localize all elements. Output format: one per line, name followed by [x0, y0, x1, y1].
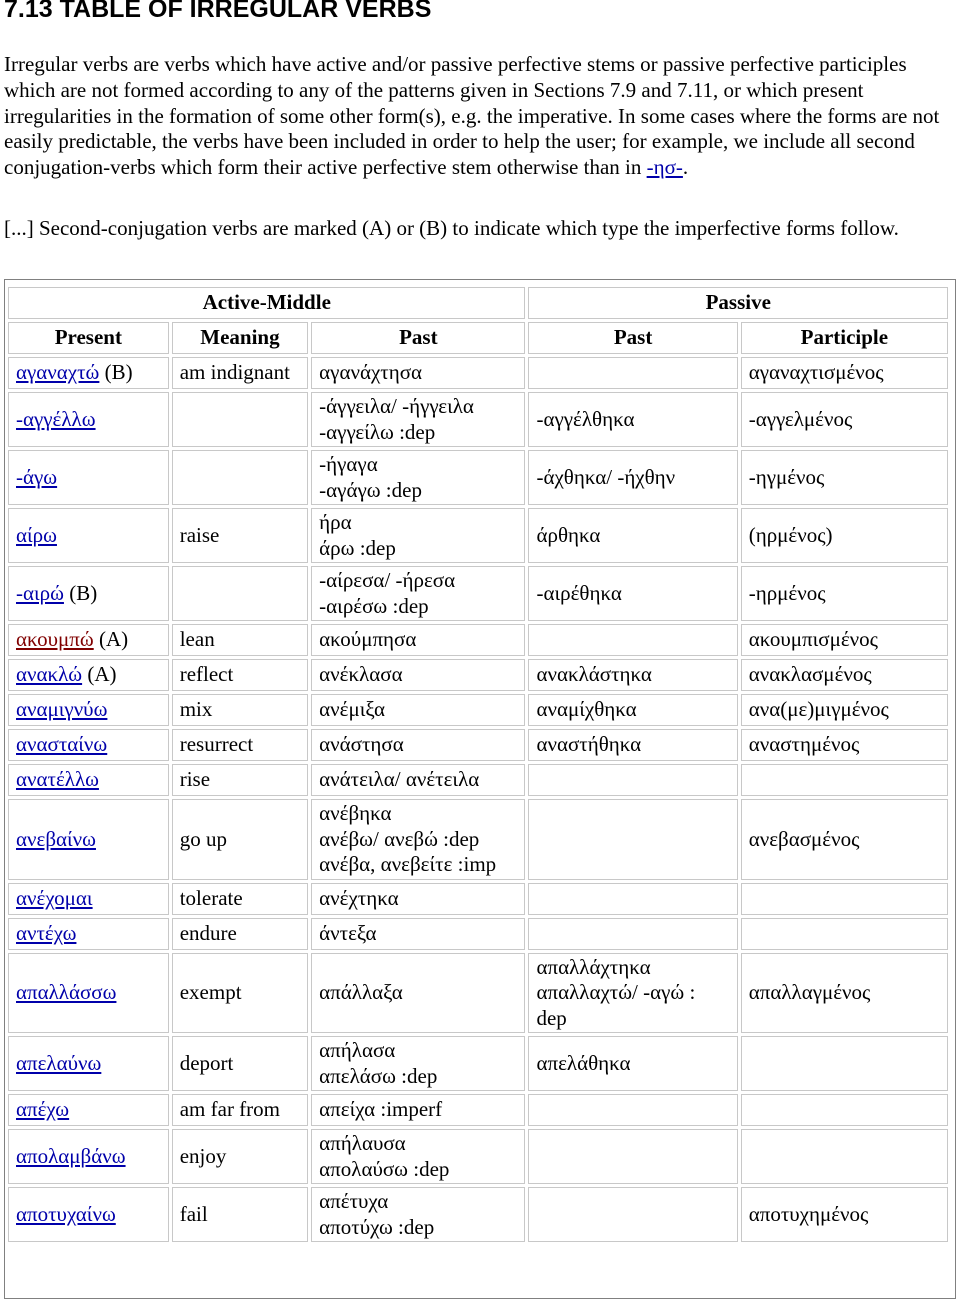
conjugation-type: (B)	[63, 580, 98, 605]
active-past-cell	[311, 450, 525, 505]
present-cell	[8, 1094, 169, 1126]
present-cell	[8, 624, 169, 656]
table-row	[8, 1094, 948, 1126]
active-past-cell-line: απάλλαξα	[319, 980, 403, 1004]
participle-cell: -αγγελμένος	[741, 392, 948, 447]
passive-past-cell	[528, 764, 737, 796]
passive-past-cell	[528, 1094, 737, 1126]
table-row	[8, 357, 948, 389]
participle-cell: -ηγμένος	[741, 450, 948, 505]
table-row	[8, 624, 948, 656]
verb-link[interactable]: ανέχομαι	[16, 885, 93, 910]
suffix-link[interactable]: -ησ-	[646, 155, 683, 180]
present-cell	[8, 566, 169, 621]
passive-past-cell	[528, 694, 737, 726]
verb-link[interactable]: ανεβαίνω	[16, 826, 96, 851]
table-row	[8, 1036, 948, 1091]
passive-past-cell	[528, 450, 737, 505]
passive-past-cell	[528, 1129, 737, 1184]
active-past-cell-line: αγανάχτησα	[319, 360, 423, 385]
table-row	[8, 883, 948, 915]
passive-past-cell-line: ανακλάστηκα	[536, 662, 652, 687]
passive-header: Passive	[528, 287, 948, 319]
present-cell	[8, 450, 169, 505]
present-cell	[8, 659, 169, 691]
present-cell	[8, 918, 169, 950]
meaning-cell: enjoy	[172, 1129, 308, 1184]
table-row	[8, 729, 948, 761]
active-past-cell	[311, 694, 525, 726]
passive-past-cell-line: αναμίχθηκα	[536, 697, 637, 722]
participle-cell	[741, 1129, 948, 1184]
active-past-cell	[311, 883, 525, 915]
present-cell	[8, 953, 169, 1034]
active-past-cell	[311, 659, 525, 691]
verb-link[interactable]: ανακλώ	[16, 662, 83, 687]
active-past-cell-line: ακούμπησα	[319, 627, 417, 652]
participle-cell: -ηρμένος	[741, 566, 948, 621]
present-header: Present	[8, 322, 169, 354]
passive-past-cell-line: -αγγέλθηκα	[536, 406, 635, 431]
verb-rows	[8, 357, 948, 1242]
passive-past-cell	[528, 357, 737, 389]
participle-cell: (ηρμένος)	[741, 508, 948, 563]
passive-past-cell	[528, 624, 737, 656]
passive-past-cell-line: απαλλάχτηκα	[536, 954, 651, 979]
verb-link[interactable]: απελαύνω	[16, 1050, 102, 1075]
table-row	[8, 1187, 948, 1242]
meaning-cell: fail	[172, 1187, 308, 1242]
table-row	[8, 918, 948, 950]
verb-link[interactable]: -αγγέλλω	[16, 406, 96, 431]
active-past-cell-line: -άγγειλα/ -ήγγειλα	[319, 394, 474, 418]
meaning-cell: mix	[172, 694, 308, 726]
active-past-cell-line: αποτύχω :dep	[319, 1214, 435, 1239]
participle-cell	[741, 1094, 948, 1126]
present-cell	[8, 1187, 169, 1242]
table-row	[8, 953, 948, 1034]
passive-past-header: Past	[528, 322, 737, 354]
conjugation-type: (A)	[93, 627, 129, 652]
participle-cell: ανακλασμένος	[741, 659, 948, 691]
active-past-cell-line: ανέβα, ανεβείτε :imp	[319, 852, 497, 876]
active-past-cell-line: ανάτειλα/ ανέτειλα	[319, 767, 480, 792]
meaning-cell	[172, 450, 308, 505]
participle-cell: αναστημένος	[741, 729, 948, 761]
verb-link[interactable]: απολαμβάνω	[16, 1143, 126, 1168]
verb-link[interactable]: -άγω	[16, 464, 58, 489]
passive-past-cell-line: απαλλαχτώ/ -αγώ :	[536, 980, 696, 1004]
passive-past-cell	[528, 508, 737, 563]
column-header-row	[8, 322, 948, 354]
table-row	[8, 694, 948, 726]
active-past-cell-line: απέτυχα	[319, 1189, 389, 1213]
intro-end: .	[682, 155, 689, 180]
active-past-cell	[311, 357, 525, 389]
active-past-cell-line: ανέκλασα	[319, 662, 403, 687]
active-past-cell	[311, 953, 525, 1034]
verb-link[interactable]: αποτυχαίνω	[16, 1201, 116, 1226]
passive-past-cell	[528, 1187, 737, 1242]
active-past-cell	[311, 566, 525, 621]
passive-past-cell-line: -άχθηκα/ -ήχθην	[536, 464, 676, 489]
present-cell	[8, 1036, 169, 1091]
conjugation-type: (A)	[82, 662, 117, 687]
active-past-header: Past	[311, 322, 525, 354]
passive-past-cell-line: άρθηκα	[536, 522, 601, 547]
active-past-cell-line: -αίρεσα/ -ήρεσα	[319, 568, 456, 592]
active-middle-header: Active-Middle	[8, 287, 525, 319]
active-past-cell	[311, 1129, 525, 1184]
active-past-cell-line: ανέβηκα	[319, 801, 392, 825]
active-past-cell-line: απείχα :imperf	[319, 1097, 443, 1122]
active-past-cell-line: ανέχτηκα	[319, 885, 399, 910]
intro-paragraph	[4, 52, 952, 181]
active-past-cell-line: -αιρέσω :dep	[319, 593, 429, 618]
active-past-cell	[311, 1187, 525, 1242]
participle-cell	[741, 918, 948, 950]
active-past-cell-line: απολαύσω :dep	[319, 1156, 450, 1181]
page-title: 7.13 TABLE OF IRREGULAR VERBS	[4, 0, 432, 23]
verb-link[interactable]: αναμιγνύω	[16, 697, 108, 722]
verb-link[interactable]: ανατέλλω	[16, 767, 99, 792]
verbs-table-container	[4, 279, 956, 1299]
conjugation-note: [...] Second-conjugation verbs are marked (A) or (B) to indicate which type the imperfective forms follow.	[4, 216, 899, 240]
present-cell	[8, 357, 169, 389]
active-past-cell-line: άντεξα	[319, 920, 377, 945]
active-past-cell	[311, 1094, 525, 1126]
table-row	[8, 764, 948, 796]
passive-past-cell	[528, 918, 737, 950]
table-row	[8, 450, 948, 505]
participle-cell: απαλλαγμένος	[741, 953, 948, 1034]
verb-link[interactable]: αίρω	[16, 522, 57, 547]
active-past-cell	[311, 1036, 525, 1091]
meaning-cell: lean	[172, 624, 308, 656]
meaning-cell	[172, 392, 308, 447]
participle-cell: ακουμπισμένος	[741, 624, 948, 656]
table-row	[8, 392, 948, 447]
table-row	[8, 799, 948, 880]
meaning-cell: tolerate	[172, 883, 308, 915]
active-past-cell-line: ανέβω/ ανεβώ :dep	[319, 826, 480, 851]
participle-cell: ανεβασμένος	[741, 799, 948, 880]
meaning-cell: am far from	[172, 1094, 308, 1126]
present-cell	[8, 694, 169, 726]
active-past-cell-line: -αγγείλω :dep	[319, 419, 436, 444]
active-past-cell	[311, 392, 525, 447]
meaning-cell: deport	[172, 1036, 308, 1091]
active-past-cell-line: απήλαυσα	[319, 1131, 406, 1155]
active-past-cell-line: άρω :dep	[319, 535, 396, 560]
meaning-cell: go up	[172, 799, 308, 880]
verb-link[interactable]: απέχω	[16, 1097, 70, 1122]
participle-cell: αγαναχτισμένος	[741, 357, 948, 389]
participle-cell	[741, 1036, 948, 1091]
table-row	[8, 566, 948, 621]
active-past-cell	[311, 508, 525, 563]
present-cell	[8, 764, 169, 796]
verb-link[interactable]: -αιρώ	[16, 580, 64, 605]
participle-cell	[741, 764, 948, 796]
passive-past-cell	[528, 883, 737, 915]
meaning-cell: endure	[172, 918, 308, 950]
passive-past-cell	[528, 392, 737, 447]
active-past-cell	[311, 624, 525, 656]
passive-past-cell	[528, 729, 737, 761]
active-past-cell-line: απήλασα	[319, 1038, 396, 1062]
passive-past-cell	[528, 566, 737, 621]
active-past-cell	[311, 729, 525, 761]
verb-link[interactable]: απαλλάσσω	[16, 980, 117, 1004]
active-past-cell-line: -αγάγω :dep	[319, 477, 422, 502]
participle-header: Participle	[741, 322, 948, 354]
participle-cell: αποτυχημένος	[741, 1187, 948, 1242]
verb-link[interactable]: αγαναχτώ	[16, 360, 100, 385]
present-cell	[8, 508, 169, 563]
group-header-row	[8, 287, 948, 319]
intro-text: Irregular verbs are verbs which have active and/or passive perfective stems or passive perfective participles which are not formed according to any of the patterns given in Sections 7.9 and 7.11, or which present irregularities in the formation of some other form(s), e.g. the imperative. In some cases where the forms are not easily predictable, the verbs have been included in order to help the user; for example, we include all second conjugation-verbs which form their active perfective stem otherwise than in	[4, 52, 940, 180]
present-cell	[8, 1129, 169, 1184]
passive-past-cell-line: απελάθηκα	[536, 1050, 631, 1075]
present-cell	[8, 392, 169, 447]
active-past-cell-line: απελάσω :dep	[319, 1063, 438, 1088]
passive-past-cell	[528, 799, 737, 880]
passive-past-cell	[528, 659, 737, 691]
active-past-cell-line: ανέμιξα	[319, 697, 385, 722]
active-past-cell-line: -ήγαγα	[319, 452, 378, 476]
passive-past-cell	[528, 1036, 737, 1091]
conjugation-type: (B)	[99, 360, 133, 385]
verb-link[interactable]: ακουμπώ	[16, 627, 94, 652]
table-row	[8, 659, 948, 691]
participle-cell	[741, 883, 948, 915]
present-cell	[8, 799, 169, 880]
active-past-cell	[311, 799, 525, 880]
verb-link[interactable]: ανασταίνω	[16, 732, 108, 757]
present-cell	[8, 883, 169, 915]
meaning-cell: resurrect	[172, 729, 308, 761]
participle-cell: ανα(με)μιγμένος	[741, 694, 948, 726]
meaning-cell: rise	[172, 764, 308, 796]
present-cell	[8, 729, 169, 761]
table-row	[8, 1129, 948, 1184]
passive-past-cell	[528, 953, 737, 1034]
meaning-header: Meaning	[172, 322, 308, 354]
meaning-cell: raise	[172, 508, 308, 563]
passive-past-cell-line: -αιρέθηκα	[536, 580, 622, 605]
verb-link[interactable]: αντέχω	[16, 920, 77, 945]
meaning-cell	[172, 566, 308, 621]
meaning-cell: exempt	[172, 953, 308, 1034]
active-past-cell-line: ανάστησα	[319, 732, 404, 757]
passive-past-cell-line: dep	[536, 1005, 567, 1030]
active-past-cell	[311, 764, 525, 796]
meaning-cell: reflect	[172, 659, 308, 691]
active-past-cell-line: ήρα	[319, 510, 352, 534]
meaning-cell: am indignant	[172, 357, 308, 389]
passive-past-cell-line: αναστήθηκα	[536, 732, 642, 757]
table-row	[8, 508, 948, 563]
irregular-verbs-table	[5, 284, 951, 1245]
active-past-cell	[311, 918, 525, 950]
